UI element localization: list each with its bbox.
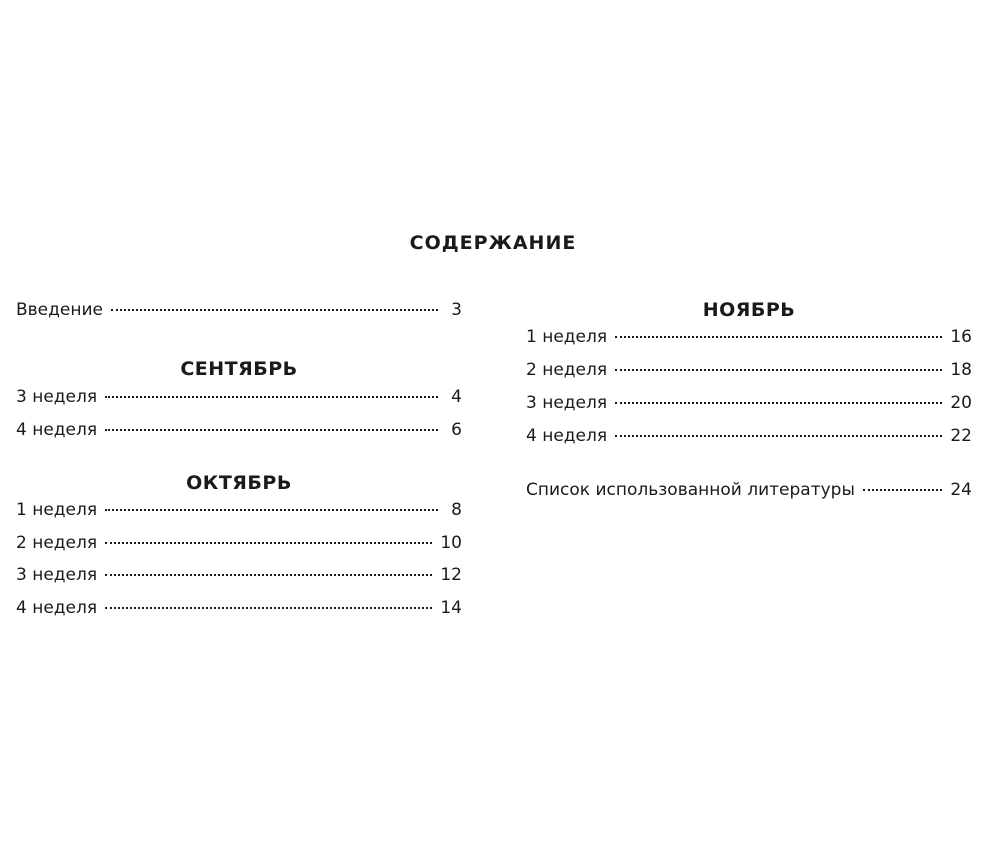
toc-entry-label: Список использованной литературы [526,480,855,500]
toc-entry-september-week-4[interactable] [16,418,462,442]
toc-page-number: 14 [440,598,462,618]
toc-entry-november-week-1[interactable] [526,325,972,349]
toc-entry-intro[interactable] [16,298,462,322]
toc-entry-label: 4 неделя [526,426,608,446]
toc-page-number: 16 [950,327,972,347]
toc-entry-november-week-2[interactable] [526,358,972,382]
toc-page-number: 20 [950,393,972,413]
dot-leader [863,489,942,491]
toc-entry-label: 3 неделя [16,387,98,407]
toc-entry-label: Введение [16,300,103,320]
dot-leader [615,435,942,437]
dot-leader [105,574,432,576]
toc-entry-label: 2 неделя [526,360,608,380]
toc-page-number: 8 [451,500,462,520]
toc-entry-october-week-3[interactable] [16,563,462,587]
toc-entry-label: 4 неделя [16,420,98,440]
toc-page-number: 3 [451,300,462,320]
dot-leader [105,429,438,431]
dot-leader [615,369,942,371]
toc-entry-october-week-4[interactable] [16,596,462,620]
section-heading-september: СЕНТЯБРЬ [180,358,298,380]
toc-page-number: 10 [440,533,462,553]
dot-leader [615,336,942,338]
section-heading-november: НОЯБРЬ [702,299,796,321]
toc-page-number: 24 [950,480,972,500]
dot-leader [105,542,432,544]
toc-page-number: 12 [440,565,462,585]
section-heading-october: ОКТЯБРЬ [186,472,292,494]
toc-entry-label: 1 неделя [526,327,608,347]
page-title: СОДЕРЖАНИЕ [409,232,577,254]
toc-entry-label: 4 неделя [16,598,98,618]
toc-entry-october-week-1[interactable] [16,498,462,522]
dot-leader [105,607,432,609]
toc-entry-label: 3 неделя [16,565,98,585]
toc-entry-september-week-3[interactable] [16,385,462,409]
dot-leader [105,509,438,511]
toc-entry-november-week-4[interactable] [526,424,972,448]
toc-entry-october-week-2[interactable] [16,531,462,555]
toc-page-number: 4 [451,387,462,407]
dot-leader [111,309,438,311]
dot-leader [615,402,942,404]
toc-page-number: 22 [950,426,972,446]
toc-entry-november-week-3[interactable] [526,391,972,415]
toc-page-number: 18 [950,360,972,380]
toc-entry-bibliography[interactable] [526,478,972,502]
toc-page-number: 6 [451,420,462,440]
toc-entry-label: 1 неделя [16,500,98,520]
toc-entry-label: 2 неделя [16,533,98,553]
toc-entry-label: 3 неделя [526,393,608,413]
dot-leader [105,396,438,398]
